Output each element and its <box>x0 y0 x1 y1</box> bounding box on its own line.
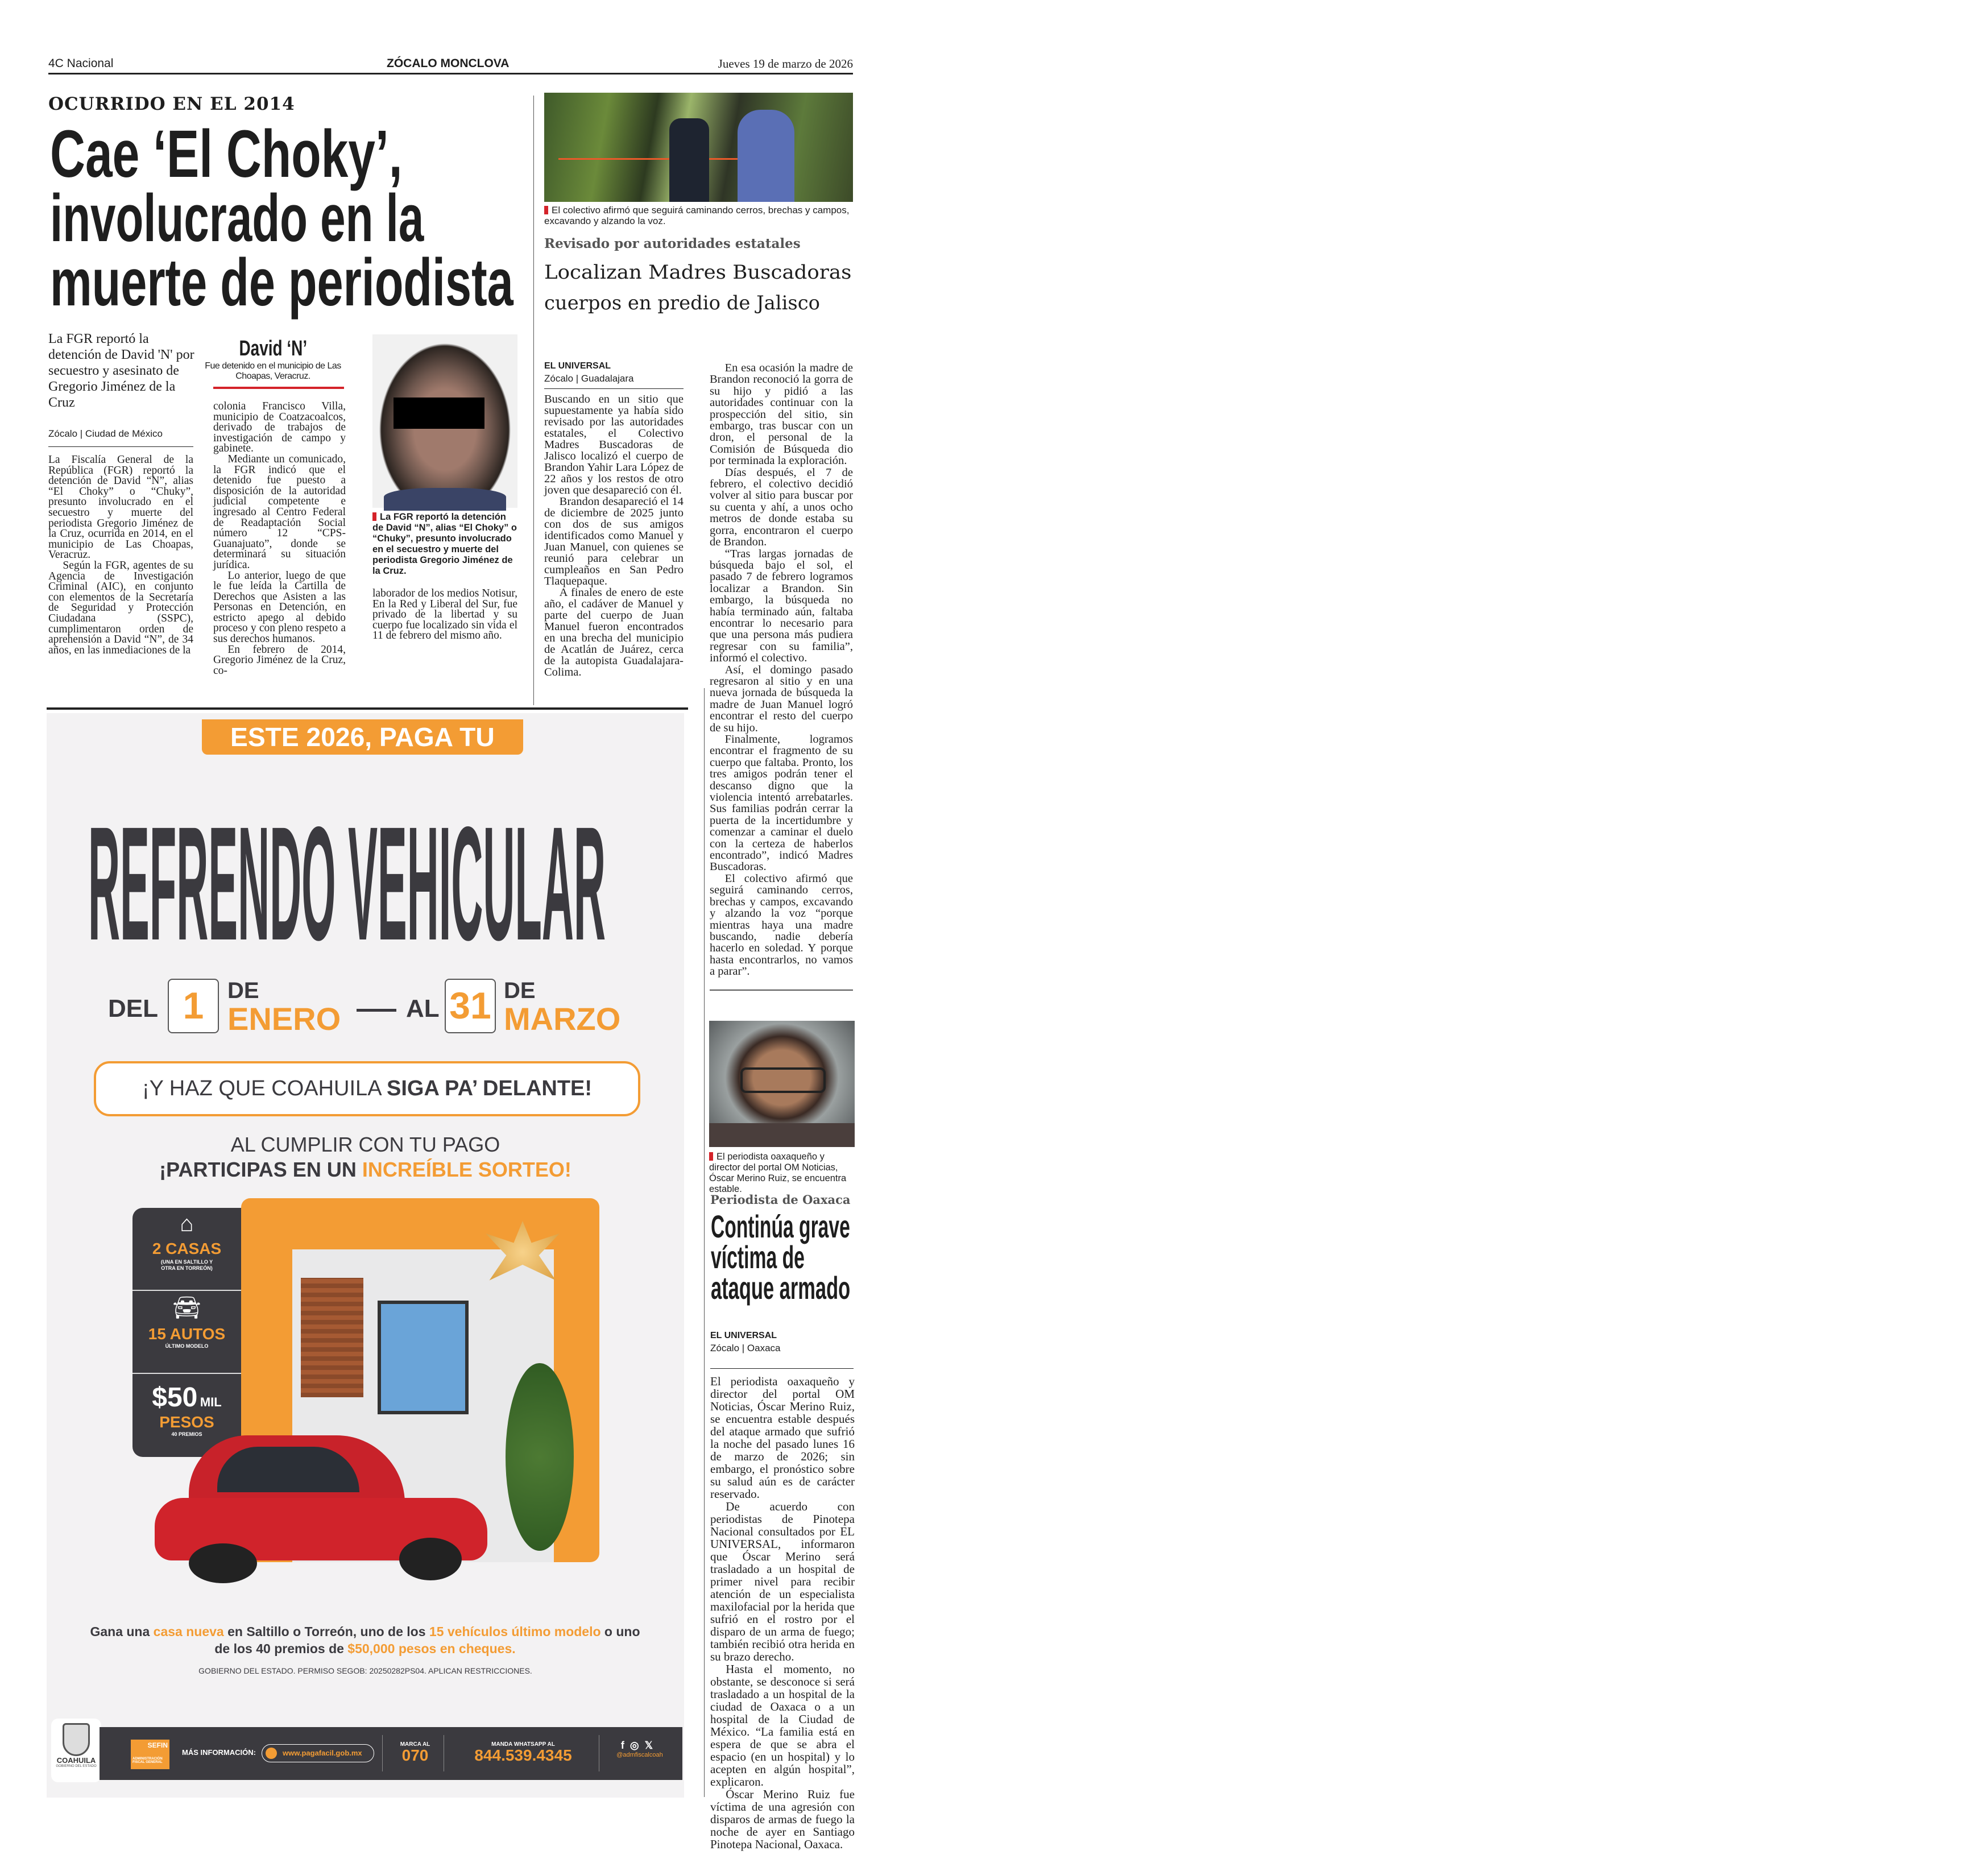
david-photo-caption <box>372 512 517 577</box>
search-photo-caption <box>544 205 853 226</box>
headline-line: cuerpos en predio de Jalisco <box>544 292 820 314</box>
byline-rule <box>48 446 193 447</box>
prize-sub: 40 PREMIOS <box>171 1431 202 1437</box>
house-icon: ⌂ <box>180 1211 194 1236</box>
de-label: DE <box>227 978 259 1003</box>
x-icon[interactable]: 𝕏 <box>644 1740 659 1751</box>
caption-text: El colectivo afirmó que seguirá caminando cerros, brechas y campos, excavando y alzando la voz. <box>544 205 850 226</box>
story3-kicker: Periodista de Oaxaca <box>710 1193 851 1207</box>
headline-line: Localizan Madres Buscadoras <box>544 261 852 284</box>
car-icon: 🚘︎ <box>172 1295 201 1320</box>
call-070[interactable] <box>387 1727 444 1780</box>
paragraph: Días después, el 7 de febrero, el colectivo decidió volver al sitio para buscar por su cuenta y ahí, a unos ocho metros de donde estaba su gorra, encontraron el cuerpo de Brandon. <box>710 466 853 549</box>
prize-panel <box>132 1208 241 1457</box>
headline-line: muerte de periodista <box>50 245 513 320</box>
social-handle: @admfiscalcoah <box>616 1752 663 1758</box>
car-wheel <box>399 1538 462 1580</box>
desc-part: $50,000 pesos en cheques. <box>347 1641 516 1656</box>
slogan-light: ¡Y HAZ QUE COAHUILA <box>142 1077 387 1100</box>
paragraph: Mediante un comunicado, la FGR indicó que el detenido fue puesto a disposición de la autoridad judicial competente e ingresado al Centro Federal de Readaptación Social número 12 “CPS-Guanajuato”, donde se determinará su situación jurídica. <box>213 453 346 571</box>
paragraph: colonia Francisco Villa, municipio de Coatzacoalcos, derivado de trabajos de investigación de campo y gabinete. <box>213 400 346 455</box>
caption-marker <box>709 1152 713 1161</box>
desc-part: 15 vehículos último modelo <box>429 1624 601 1639</box>
vehicle-tax-ad[interactable] <box>47 713 684 1798</box>
car-wheel <box>189 1543 257 1583</box>
paragraph: Así, el domingo pasado regresaron al sitio y en una nueva jornada de búsqueda la madre de Juan Manuel logró encontrar el resto del cuerpo de su hijo. <box>710 663 853 734</box>
raffle-line1: AL CUMPLIR CON TU PAGO <box>230 1133 500 1156</box>
story3-body <box>710 1375 855 1851</box>
car-windows <box>217 1447 359 1492</box>
story1-byline <box>48 427 193 440</box>
story1-col1 <box>48 455 193 705</box>
paragraph: laborador de los medios Notisur, En la Red y Liberal del Sur, fue privado de la libertad y su cuerpo fue localizado sin vida el 11 de febrero del mismo año. <box>372 587 517 642</box>
prize-title: 15 AUTOS <box>148 1325 226 1343</box>
wood-panel <box>301 1278 363 1397</box>
story2-kicker: Revisado por autoridades estatales <box>544 236 801 251</box>
paragraph: En febrero de 2014, Gregorio Jiménez de la Cruz, co- <box>213 643 346 677</box>
url-text: www.pagafacil.gob.mx <box>283 1749 362 1757</box>
shirt <box>709 1123 855 1147</box>
headline-line: Cae ‘El Choky’, <box>50 117 403 192</box>
red-car-image <box>155 1435 487 1583</box>
house-window <box>378 1301 469 1414</box>
byline-text: Zócalo | Oaxaca <box>710 1343 781 1353</box>
banner-text: ESTE 2026, PAGA TU <box>230 722 495 752</box>
sefin-text: SEFIN <box>147 1741 168 1749</box>
person <box>738 110 794 202</box>
ad-footer <box>100 1727 682 1780</box>
paragraph: Brandon desapareció el 14 de diciembre de 2025 junto con dos de sus amigos identificados como Manuel y Juan Manuel, con quienes se reunió para celebrar un cumpleaños en San Pedro Tlaquepaque. <box>544 495 684 587</box>
date-al: AL <box>406 995 440 1022</box>
byline-rule <box>710 1368 854 1369</box>
desc-part: en Saltillo o Torreón, uno de los <box>223 1624 429 1639</box>
paragraph: A finales de enero de este año, el cadáver de Manuel y parte del cuerpo de Juan Manuel fueron encontrados en una brecha del municipio de Acatlán de Juárez, cerca de la autopista Guadalajara-Colima. <box>544 586 684 678</box>
header-rule <box>48 73 853 74</box>
byline-text: Zócalo | Guadalajara <box>544 373 634 384</box>
end-month <box>504 978 620 1035</box>
prize-title: PESOS <box>159 1413 214 1431</box>
desc-part: o uno de los 40 premios de <box>214 1624 640 1656</box>
prize-sub: ÚLTIMO MODELO <box>165 1343 209 1349</box>
paragraph: Según la FGR, agentes de su Agencia de Investigación Criminal (AIC), en conjunto con elementos de la Secretaría de Seguridad y Protección Ciudadana (SSPC), cumplimentaron orden de aprehensión a David “N”, de 34 años, en las inmediaciones de la <box>48 559 193 656</box>
logo-text: COAHUILA <box>56 1756 96 1765</box>
desc-part: casa nueva <box>153 1624 224 1639</box>
de-label: DE <box>504 978 536 1003</box>
story2-byline <box>544 361 684 384</box>
story1-kicker: OCURRIDO EN EL 2014 <box>48 94 295 114</box>
title-text: REFRENDO VEHICULAR <box>88 793 606 974</box>
date-del: DEL <box>108 995 158 1022</box>
paragraph: En esa ocasión la madre de Brandon reconoció la gorra de su hijo y pidió a las autoridades continuar con la prospección del sitio, sin embargo, tras buscar con un dron, el personal de la Comisión de Búsqueda dio por terminada la exploración. <box>710 362 853 467</box>
section-label: 4C Nacional <box>48 57 114 70</box>
red-rule <box>213 387 344 389</box>
footer-divider <box>382 1735 383 1771</box>
coahuila-logo <box>51 1719 101 1782</box>
sefin-logo <box>131 1740 169 1769</box>
month-label: MARZO <box>504 1001 621 1037</box>
info-label: MÁS INFORMACIÓN: <box>182 1748 256 1757</box>
paragraph: Óscar Merino Ruiz fue víctima de una agresión con disparos de armas de fuego la noche de ayer en Santiago Pinotepa Nacional, Oaxaca. <box>710 1787 855 1851</box>
paragraph: El periodista oaxaqueño y director del portal OM Noticias, Óscar Merino Ruiz, se encuentra estable después del ataque armado que sufrió la noche del pasado lunes 16 de marzo de 2026; sin embargo, el pronóstico sobre su salud aún es de carácter reservado. <box>710 1375 855 1501</box>
story1-deck: La FGR reportó la detención de David 'N' por secuestro y asesinato de Gregorio Jiménez de la Cruz <box>48 332 194 410</box>
prize-houses <box>132 1208 241 1291</box>
whatsapp-label: MANDA WHATSAPP AL <box>491 1741 555 1748</box>
headline-line: víctima de <box>711 1239 805 1275</box>
logo-subtext: GOBIERNO DEL ESTADO <box>56 1765 97 1768</box>
paragraph: Hasta el momento, no obstante, se desconoce si será trasladado a un hospital de la ciudad de Oaxaca o a un hospital de la Ciudad de México. “La familia está en espera de que se abra el espacio (en un hospital) y lo acepten en algún hospital”, explicaron. <box>710 1662 855 1789</box>
story1-headline <box>50 117 533 320</box>
paragraph: “Tras largas jornadas de búsqueda bajo el sol, el pasado 7 de febrero logramos localizar a Brandon. Sin embargo, la búsqueda no había terminado aún, faltaba encontrar lo necesario para que una persona más pudiera regresar con su familia”, informó el colectivo. <box>710 547 853 665</box>
paragraph: La Fiscalía General de la República (FGR) reportó la detención de David “N”, alias “El Choky” o “Chuky”, presunto involucrado en el secuestro y muerte del periodista Gregorio Jiménez de la Cruz, ocurrida en 2014, en el municipio de Las Choapas, Veracruz. <box>48 454 193 561</box>
slogan-pill <box>94 1061 640 1116</box>
paragraph: Lo anterior, luego de que le fue leída la Cartilla de Derechos que Asisten a las Personas en Detención, en estricto apego al debido proceso y con pleno respeto a sus derechos humanos. <box>213 569 346 645</box>
prize-sub: (UNA EN SALTILLO Y OTRA EN TORREÓN) <box>160 1259 213 1271</box>
website-link[interactable] <box>262 1744 374 1762</box>
story3-headline <box>711 1208 853 1306</box>
david-box <box>202 337 344 382</box>
raffle-orange: INCREÍBLE SORTEO! <box>362 1158 571 1181</box>
caption-marker <box>544 206 548 214</box>
section-rule <box>47 707 688 710</box>
prize-unit: MIL <box>200 1395 222 1409</box>
paragraph: De acuerdo con periodistas de Pinotepa Nacional consultados por EL UNIVERSAL, informaron que Óscar Merino será trasladado a un hospital de primer nivel para recibir atención de un especialista maxilofacial por la herida que sufrió en el rostro por el disparo de un arma de fuego; también recibió otra herida en su brazo derecho. <box>710 1500 855 1663</box>
story2-col1 <box>544 394 684 689</box>
david-photo <box>372 334 517 508</box>
ad-title <box>88 793 606 974</box>
story1-col2 <box>213 401 346 703</box>
start-month <box>227 978 341 1035</box>
search-site-photo <box>544 93 853 202</box>
david-box-text: Fue detenido en el municipio de Las Choapas, Veracruz. <box>205 361 341 381</box>
caption-text: La FGR reportó la detención de David “N”, alias “El Choky” o “Chuky”, presunto involucrado en el secuestro y muerte del periodista Gregorio Jiménez de la Cruz. <box>372 512 517 576</box>
prize-amount: $50 <box>152 1382 198 1413</box>
whatsapp-contact[interactable] <box>446 1727 600 1780</box>
caption-marker <box>372 512 376 521</box>
column-divider <box>704 688 705 1797</box>
instagram-icon[interactable]: ◎ <box>629 1740 645 1751</box>
date-dash <box>357 1009 396 1012</box>
byline-text: Zócalo | Ciudad de México <box>48 428 163 439</box>
glasses <box>740 1067 826 1093</box>
prize-description <box>81 1623 649 1657</box>
tape <box>558 158 740 160</box>
paragraph: Finalmente, logramos encontrar el fragmento de su cuerpo que faltaba. Pronto, los tres amigos podrán tener el descanso digno que la violencia intentó arrebatarles. Sus familias podrán cerrar la puerta de la incertidumbre y comenzar a caminar el duelo con la certeza de haberlos encontrado”, indicó Madres Buscadoras. <box>710 733 853 873</box>
facebook-icon[interactable]: f <box>620 1740 630 1751</box>
headline-line: Continúa grave <box>711 1208 850 1244</box>
caption-text: El periodista oaxaqueño y director del portal OM Noticias, Óscar Merino Ruiz, se encuentra estable. <box>709 1152 847 1194</box>
start-day: 1 <box>168 979 219 1033</box>
agency: EL UNIVERSAL <box>710 1331 777 1340</box>
column-divider <box>533 96 534 705</box>
call-number: 070 <box>401 1746 429 1764</box>
raffle-dark: ¡PARTICIPAS EN UN <box>159 1158 362 1181</box>
shirt <box>384 488 506 511</box>
story2-headline <box>544 257 854 318</box>
call-label: MARCA AL <box>400 1741 430 1748</box>
whatsapp-number: 844.539.4345 <box>474 1746 572 1764</box>
prize-cars <box>132 1291 241 1374</box>
eye-censor-bar <box>394 398 484 429</box>
social-links[interactable] <box>603 1727 677 1780</box>
byline-rule <box>544 388 684 389</box>
headline-line: involucrado en la <box>50 181 424 256</box>
paper-name: ZÓCALO MONCLOVA <box>387 57 510 70</box>
tree <box>506 1363 574 1551</box>
raffle-line2 <box>47 1158 684 1182</box>
agency: EL UNIVERSAL <box>544 361 611 371</box>
slogan-bold: SIGA PA’ DELANTE! <box>387 1077 593 1100</box>
legal-text: GOBIERNO DEL ESTADO. PERMISO SEGOB: 20250282PS04. APLICAN RESTRICCIONES. <box>198 1666 532 1675</box>
prize-title: 2 CASAS <box>152 1240 222 1257</box>
paragraph: Buscando en un sitio que supuestamente ya había sido revisado por las autoridades estatales, el Colectivo Madres Buscadoras de Jalisco localizó el cuerpo de Brandon Yahir Lara López de 22 años y los restos de otro joven que desapareció con él. <box>544 393 684 496</box>
issue-date: Jueves 19 de marzo de 2026 <box>718 57 853 71</box>
story-rule <box>710 990 853 991</box>
ad-banner <box>202 719 523 755</box>
headline-line: ataque armado <box>711 1270 851 1306</box>
end-day: 31 <box>445 979 496 1033</box>
journalist-photo-caption <box>709 1152 855 1195</box>
desc-part: Gana una <box>90 1624 154 1639</box>
journalist-photo <box>709 1021 855 1147</box>
paragraph: El colectivo afirmó que seguirá caminando cerros, brechas y campos, excavando y alzando la voz “porque mientras haya una madre buscando, nadie debería hacerlo en soledad. Y porque hasta encontrarlos, no vamos a parar”. <box>710 872 853 978</box>
story3-byline <box>710 1331 854 1354</box>
sefin-subtext: ADMINISTRACIÓN FISCAL GENERAL <box>132 1757 163 1764</box>
month-label: ENERO <box>227 1001 341 1037</box>
david-box-title: David ‘N’ <box>239 337 307 361</box>
coat-of-arms-icon <box>63 1723 90 1756</box>
story1-col3 <box>372 589 517 702</box>
story2-col2 <box>710 362 853 978</box>
person <box>669 118 709 202</box>
globe-icon <box>266 1748 277 1759</box>
